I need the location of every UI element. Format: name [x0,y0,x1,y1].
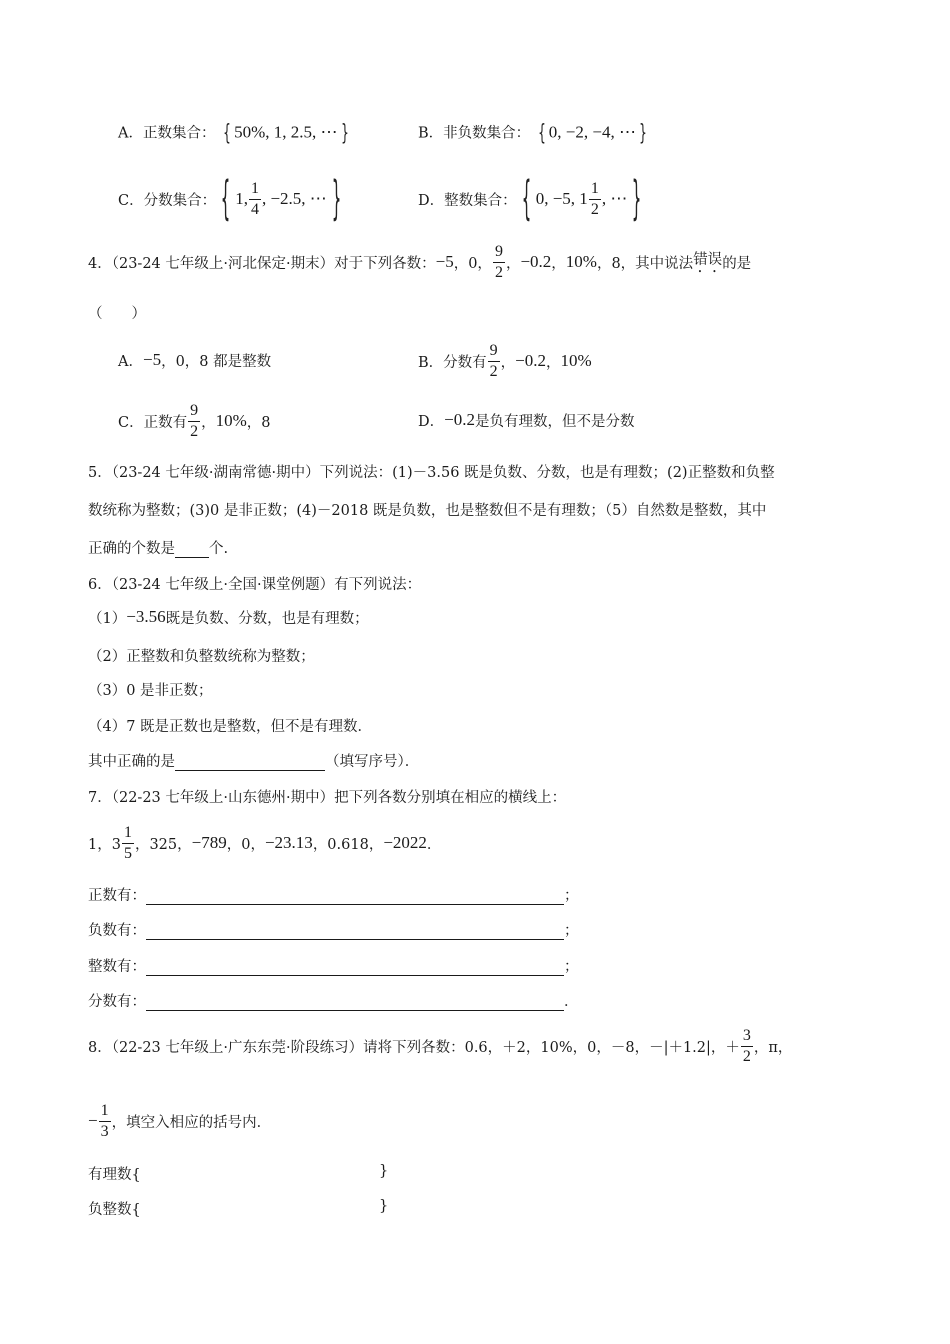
q4-option-b: B．分数有 $\frac{9}{2}$ ， −0.2 ， 10% [418,341,592,380]
q7-integer-blank[interactable] [146,961,564,976]
q3-option-d [418,171,646,227]
q3-option-d-post: , ⋯ [601,189,628,208]
q5-line-1: 5．（23-24 七年级·湖南常德·期中）下列说法：(1)－3.56 既是负数、分数，也是有理数；(2)正整数和负整 [88,465,775,481]
q6-answer-blank[interactable] [175,756,325,771]
q8-rational-row: 有理数{ [88,1167,141,1183]
q3-option-c [118,171,346,227]
q7-positive-blank[interactable] [146,890,564,905]
q3-option-d-label: D．整数集合： [418,192,517,209]
q3-option-b [418,121,650,146]
q6-answer-line: 其中正确的是 （填写序号）． [88,754,420,770]
q4-fraction: $\frac{9}{2}$ [494,242,503,281]
q7-numbers: 1，3 $\frac{1}{5}$ ，325， −789 ，0， −23.13 ，0.618， −2022 ． [88,823,442,862]
q8-stem: 8．（22-23 七年级上·广东东莞·阶段练习）请将下列各数：0.6，＋2，10%，0，－8，－|＋1.2|，＋ $\frac{3}{2}$ ，π， [88,1026,793,1065]
q6-title: 6．（23-24 七年级上·全国·课堂例题）有下列说法： [88,577,422,593]
q7-negative-row: 负数有： ； [88,923,579,939]
q8-rational-close: } [379,1163,389,1179]
q7-title: 7．（22-23 七年级上·山东德州·期中）把下列各数分别填在相应的横线上： [88,790,567,806]
q3-option-c-post: , −2.5, ⋯ [261,189,327,208]
right-brace-icon: } [340,121,349,146]
q4-option-c: C．正数有 $\frac{9}{2}$ ， 10% ，8 [118,401,271,440]
q6-statement-3: （3）0 是非正数； [88,683,213,699]
right-brace-icon: } [331,171,342,227]
q3-option-a-set: 50%, 1, 2.5, ⋯ [234,122,338,142]
q6-statement-1: （1） −3.56 既是负数、分数，也是有理数； [88,607,369,627]
q3-option-b-set: 0, −2, −4, ⋯ [548,122,636,142]
q5-line-3: 正确的个数是 个. [88,541,229,557]
q3-option-c-label: C．分数集合： [118,192,217,209]
q3-option-c-pre: 1, [235,189,248,208]
q3-option-a [118,121,352,146]
q7-fraction-blank[interactable] [146,996,564,1011]
q8-negint-row: 负整数{ [88,1202,141,1218]
q4-option-d: D． −0.2 是负有理数，但不是分数 [418,410,635,430]
emphasis-dotted: 错误 [693,252,723,268]
q3-option-d-pre: 0, −5, 1 [535,189,588,208]
q4-answer-paren: （ ） [88,306,146,322]
left-brace-icon: { [521,171,531,227]
q3-option-d-fraction: $\frac{1}{2}$ [590,179,599,218]
q7-negative-blank[interactable] [146,925,564,940]
q3-option-b-label: B．非负数集合： [418,125,531,142]
q5-answer-blank[interactable] [175,543,209,558]
right-brace-icon: } [632,171,642,227]
left-brace-icon: { [220,171,231,227]
q6-statement-2: （2）正整数和负整数统称为整数； [88,649,315,665]
q4-option-a: A． −5 ，0，8 都是整数 [118,350,272,370]
q4-stem: 4．（23-24 七年级上·河北保定·期末）对于下列各数： −5 ，0， $\frac{9}{2}$ ， −0.2 ， 10% ，8，其中说法 错误 的是 [88,242,752,281]
q6-statement-4: （4）7 既是正数也是整数，但不是有理数． [88,719,373,735]
right-brace-icon: } [639,121,647,146]
q8-negint-close: } [379,1198,389,1214]
q7-integer-row: 整数有： ； [88,959,579,975]
q3-option-c-fraction: $\frac{1}{4}$ [250,179,259,218]
q7-fraction-row: 分数有： ． [88,994,579,1010]
q7-positive-row: 正数有： ； [88,888,579,904]
left-brace-icon: { [537,121,546,146]
left-brace-icon: { [223,121,231,146]
q3-option-a-label: A．正数集合： [118,125,216,142]
q5-line-2: 数统称为整数；(3)0 是非正数；(4)－2018 既是负数，也是整数但不是有理数；（5）自然数是整数，其中 [88,503,767,519]
q8-stem-2: − $\frac{1}{3}$ ，填空入相应的括号内． [88,1101,272,1140]
